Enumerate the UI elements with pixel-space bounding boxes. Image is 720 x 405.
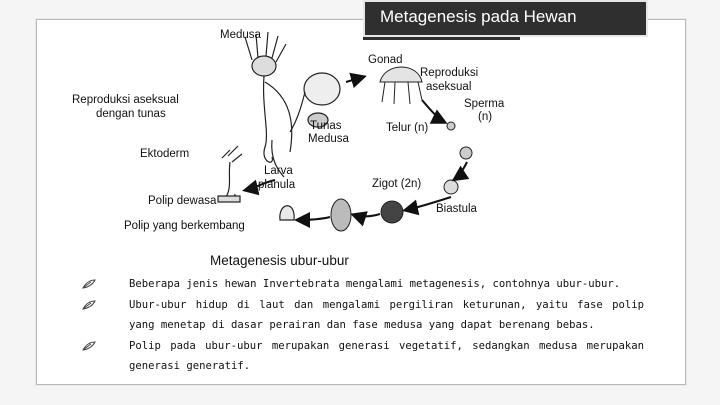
bullet-leaf-icon: [82, 340, 96, 352]
bullet-item: [82, 295, 644, 336]
adult-polyp-illustration: [218, 146, 242, 202]
bullet-item: [82, 274, 644, 295]
label-polip-berkembang: Polip yang berkembang: [124, 220, 245, 232]
gonad-tentacles: [382, 82, 422, 104]
label-larva-2: planula: [258, 179, 296, 191]
label-sperma-2: (n): [478, 111, 493, 123]
diagram-caption: Metagenesis ubur-ubur: [210, 253, 349, 268]
bullet-list: [82, 274, 644, 377]
label-gonad: Gonad: [368, 54, 403, 66]
label-polip-dewasa: Polip dewasa: [148, 195, 217, 207]
zygote-shape: [444, 180, 458, 194]
label-reproduksi-aseksual-1: Reproduksi: [420, 67, 479, 79]
bullet-leaf-icon: [82, 299, 96, 311]
label-larva-1: Larva: [264, 165, 293, 177]
larva-planula-shape: [331, 199, 351, 231]
developing-polyp-illustration: [280, 206, 294, 220]
egg-shape-small: [447, 122, 455, 130]
gonad-medusa-shape: [380, 67, 422, 82]
bullet-text: Polip pada ubur-ubur merupakan generasi vegetatif, sedangkan medusa merupakan generasi generatif.: [129, 339, 644, 372]
cycle-arrows: [246, 77, 467, 220]
label-reproduksi-aseksual-2: aseksual: [426, 81, 472, 93]
bullet-leaf-icon: [82, 278, 96, 290]
label-tunas-medusa-1: Tunas: [310, 120, 342, 132]
label-tunas-medusa-2: Medusa: [308, 133, 349, 145]
label-sperma-1: Sperma: [464, 98, 505, 110]
label-zigot: Zigot (2n): [372, 178, 422, 190]
label-reproduksi-tunas-2: dengan tunas: [96, 108, 166, 120]
bullet-text: Beberapa jenis hewan Invertebrata mengalami metagenesis, contohnya ubur-ubur.: [129, 278, 621, 290]
blastula-shape: [381, 201, 403, 223]
egg-shape: [460, 147, 472, 159]
label-reproduksi-tunas-1: Reproduksi aseksual: [72, 94, 179, 106]
label-ektoderm: Ektoderm: [140, 148, 190, 160]
label-telur: Telur (n): [386, 122, 429, 134]
slide-title: Metagenesis pada Hewan: [380, 7, 577, 26]
polyp-colony-illustration: [245, 32, 340, 177]
label-medusa: Medusa: [220, 29, 261, 41]
bullet-text: Ubur-ubur hidup di laut dan mengalami pergiliran keturunan, yaitu fase polip yang menetap di dasar perairan dan fase medusa yang dapat berenang bebas.: [129, 298, 644, 331]
bullet-item: [82, 336, 644, 377]
metagenesis-diagram: [60, 22, 530, 272]
label-blastula: Biastula: [436, 203, 477, 215]
